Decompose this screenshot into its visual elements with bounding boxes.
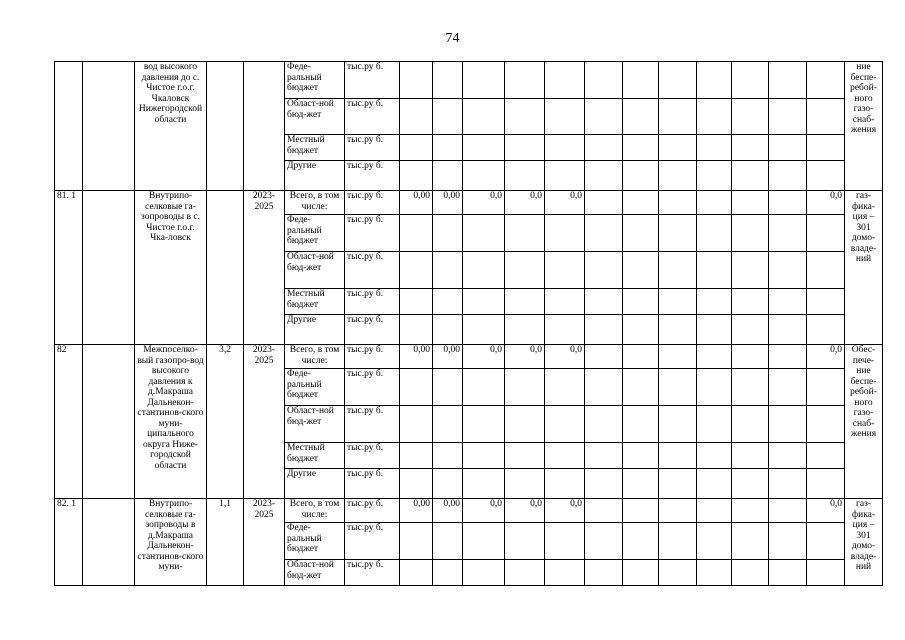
length: 3,2 bbox=[207, 345, 244, 499]
source-label: Другие bbox=[285, 161, 345, 191]
value-cell: 0,0 bbox=[545, 191, 585, 215]
unit-label: тыс.ру б. bbox=[345, 560, 400, 586]
unit-label: тыс.ру б. bbox=[345, 406, 400, 443]
source-label: Другие bbox=[285, 469, 345, 499]
unit-label: тыс.ру б. bbox=[345, 215, 400, 252]
object-name: вод высокого давления до с. Чистое г.о.г. Чкаловск Нижегородской области bbox=[135, 62, 207, 191]
value-cell: 0,00 bbox=[433, 499, 463, 523]
result-text: газ-фика-ция – 301 домо-владе-ний bbox=[845, 191, 883, 345]
years: 2023-2025 bbox=[244, 191, 285, 345]
result-text: Обес-пече-ние беспе-ребой-ного газо-снаб-жения bbox=[845, 345, 883, 499]
result-text: ние беспе-ребой-ного газо-снаб-жения bbox=[845, 62, 883, 191]
source-label: Феде-ральный бюджет bbox=[285, 523, 345, 560]
row-index: 82. 1 bbox=[55, 499, 83, 586]
value-cell: 0,00 bbox=[400, 191, 433, 215]
program-table bbox=[54, 61, 883, 586]
total-label: Всего, в том числе: bbox=[285, 191, 345, 215]
table-row bbox=[55, 345, 883, 369]
total-label: Всего, в том числе: bbox=[285, 345, 345, 369]
page-number: 74 bbox=[445, 31, 460, 46]
value-cell: 0,0 bbox=[545, 345, 585, 369]
value-cell: 0,0 bbox=[807, 499, 845, 523]
unit-label: тыс.ру б. bbox=[345, 191, 400, 215]
unit-label: тыс.ру б. bbox=[345, 252, 400, 289]
value-cell: 0,0 bbox=[463, 345, 505, 369]
total-label: Всего, в том числе: bbox=[285, 499, 345, 523]
unit-label: тыс.ру б. bbox=[345, 161, 400, 191]
value-cell: 0,0 bbox=[505, 191, 545, 215]
source-label: Местный бюджет bbox=[285, 289, 345, 315]
value-cell: 0,00 bbox=[400, 345, 433, 369]
value-cell: 0,0 bbox=[505, 345, 545, 369]
object-name: Внутрипо-селковые га-зопроводы в д.Макраша Дальнекон-стантинов-ского муни- bbox=[135, 499, 207, 586]
result-text: газ-фика-ция – 301 домо-владе-ний bbox=[845, 499, 883, 586]
table-row bbox=[55, 191, 883, 215]
source-label: Област-ной бюд-жет bbox=[285, 560, 345, 586]
source-label: Местный бюджет bbox=[285, 135, 345, 161]
value-cell: 0,00 bbox=[433, 191, 463, 215]
source-label: Феде-ральный бюджет bbox=[285, 62, 345, 99]
value-cell: 0,0 bbox=[463, 191, 505, 215]
source-label: Другие bbox=[285, 315, 345, 345]
years: 2023-2025 bbox=[244, 499, 285, 586]
length: 1,1 bbox=[207, 499, 244, 586]
unit-label: тыс.ру б. bbox=[345, 135, 400, 161]
unit-label: тыс.ру б. bbox=[345, 62, 400, 99]
value-cell: 0,00 bbox=[433, 345, 463, 369]
value-cell: 0,0 bbox=[807, 191, 845, 215]
unit-label: тыс.ру б. bbox=[345, 443, 400, 469]
object-name: Межпоселко-вый газопро-вод высокого давления к д.Макраша Дальнекон-стантинов-ского муни-ципального округа Ниже-городской области bbox=[135, 345, 207, 499]
source-label: Област-ной бюд-жет bbox=[285, 99, 345, 135]
source-label: Феде-ральный бюджет bbox=[285, 215, 345, 252]
unit-label: тыс.ру б. bbox=[345, 315, 400, 345]
source-label: Местный бюджет bbox=[285, 443, 345, 469]
source-label: Феде-ральный бюджет bbox=[285, 369, 345, 406]
unit-label: тыс.ру б. bbox=[345, 369, 400, 406]
table-row bbox=[55, 499, 883, 523]
value-cell: 0,0 bbox=[807, 345, 845, 369]
years: 2023-2025 bbox=[244, 345, 285, 499]
table-row bbox=[55, 62, 883, 99]
object-name: Внутрипо-селковые га-зопроводы в с. Чистое г.о.г. Чка-ловск bbox=[135, 191, 207, 345]
value-cell: 0,0 bbox=[463, 499, 505, 523]
value-cell: 0,0 bbox=[505, 499, 545, 523]
unit-label: тыс.ру б. bbox=[345, 345, 400, 369]
row-index: 81. 1 bbox=[55, 191, 83, 345]
row-index: 82 bbox=[55, 345, 83, 499]
unit-label: тыс.ру б. bbox=[345, 99, 400, 135]
value-cell: 0,0 bbox=[545, 499, 585, 523]
unit-label: тыс.ру б. bbox=[345, 289, 400, 315]
unit-label: тыс.ру б. bbox=[345, 499, 400, 523]
source-label: Област-ной бюд-жет bbox=[285, 252, 345, 289]
source-label: Област-ной бюд-жет bbox=[285, 406, 345, 443]
unit-label: тыс.ру б. bbox=[345, 469, 400, 499]
value-cell: 0,00 bbox=[400, 499, 433, 523]
unit-label: тыс.ру б. bbox=[345, 523, 400, 560]
